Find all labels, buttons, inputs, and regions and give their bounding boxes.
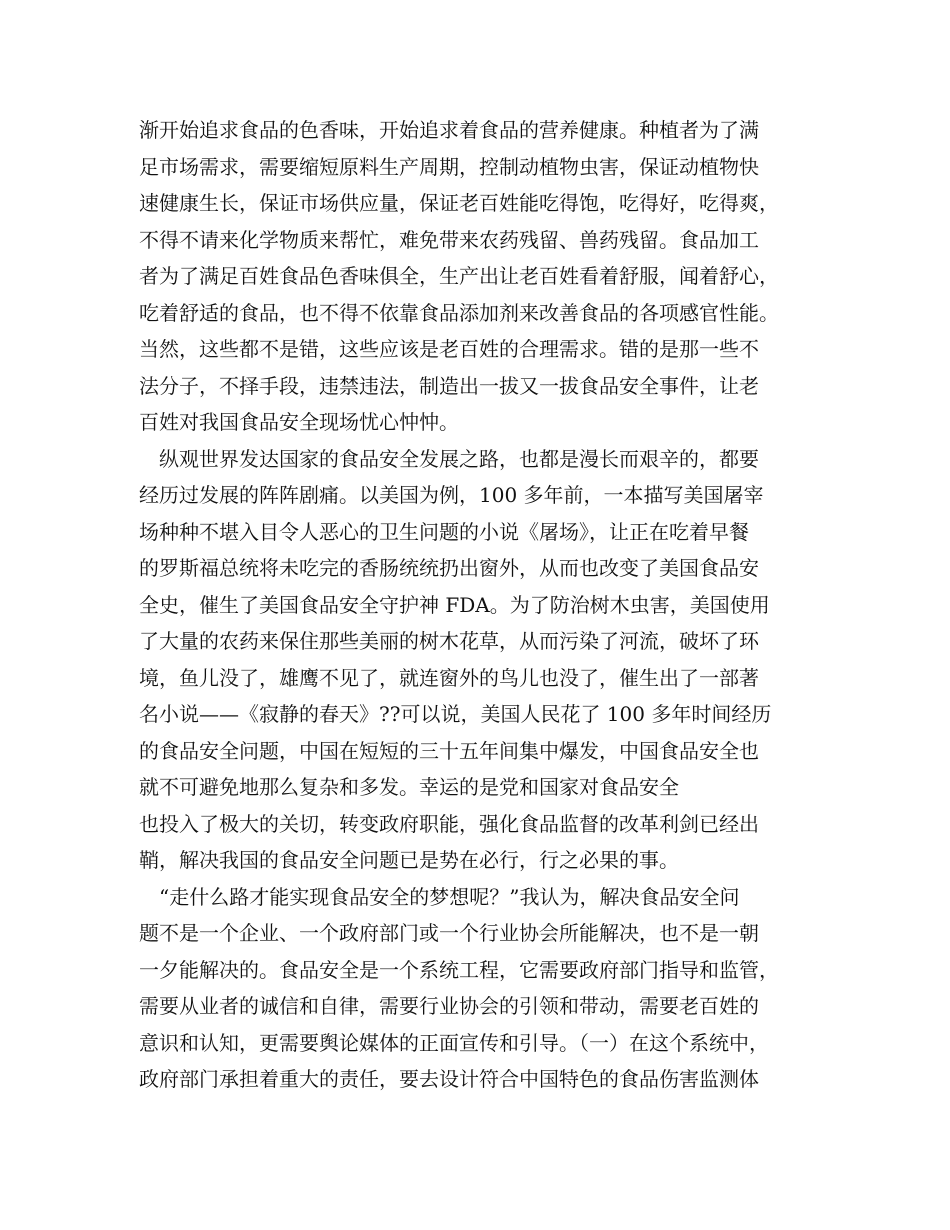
text-line: 名小说——《寂静的春天》??可以说，美国人民花了 100 多年时间经历 [139, 702, 772, 726]
text-line: 境，鱼儿没了，雄鹰不见了，就连窗外的鸟儿也没了，催生出了一部著 [139, 665, 759, 690]
text-line: 渐开始追求食品的色香味，开始追求着食品的营养健康。种植者为了满 [139, 118, 759, 142]
paragraph-start-line: 纵观世界发达国家的食品安全发展之路，也都是漫长而艰辛的，都要 [159, 446, 759, 471]
text-line: 意识和认知，更需要舆论媒体的正面宣传和引导。（一）在这个系统中， [139, 1030, 769, 1055]
text-line: 场种种不堪入目令人恶心的卫生问题的小说《屠场》，让正在吃着早餐 [139, 519, 749, 544]
text-line: 也投入了极大的关切，转变政府职能，强化食品监督的改革利剑已经出 [139, 811, 759, 836]
text-line: 吃着舒适的食品，也不得不依靠食品添加剂来改善食品的各项感官性能。 [139, 300, 779, 325]
text-line: 全史，催生了美国食品安全守护神 FDA。为了防治树木虫害，美国使用 [139, 592, 770, 617]
text-line: 者为了满足百姓食品色香味俱全，生产出让老百姓看着舒服，闻着舒心， [139, 264, 779, 288]
text-line: 了大量的农药来保住那些美丽的树木花草，从而污染了河流，破坏了环 [139, 629, 759, 653]
text-line: 百姓对我国食品安全现场忧心忡忡。 [139, 410, 459, 434]
body-text [139, 112, 829, 1098]
text-line: 需要从业者的诚信和自律，需要行业协会的引领和带动，需要老百姓的 [139, 994, 759, 1018]
text-line: 鞘，解决我国的食品安全问题已是势在必行，行之必果的事。 [139, 848, 679, 872]
text-line: 足市场需求，需要缩短原料生产周期，控制动植物虫害，保证动植物快 [139, 154, 759, 179]
text-line: 不得不请来化学物质来帮忙，难免带来农药残留、兽药残留。食品加工 [139, 227, 759, 252]
text-line: 题不是一个企业、一个政府部门或一个行业协会所能解决，也不是一朝 [139, 921, 759, 945]
text-line: 的食品安全问题，中国在短短的三十五年间集中爆发，中国食品安全也 [139, 738, 759, 763]
text-line: 速健康生长，保证市场供应量，保证老百姓能吃得饱，吃得好，吃得爽， [139, 191, 779, 215]
text-line: 当然，这些都不是错，这些应该是老百姓的合理需求。错的是那一些不 [139, 337, 759, 361]
text-line: 法分子，不择手段，违禁违法，制造出一拔又一拔食品安全事件，让老 [139, 373, 759, 398]
text-line: 的罗斯福总统将未吃完的香肠统统扔出窗外，从而也改变了美国食品安 [139, 556, 759, 580]
text-line: 政府部门承担着重大的责任，要去设计符合中国特色的食品伤害监测体 [139, 1067, 759, 1091]
paragraph-start-line: “走什么路才能实现食品安全的梦想呢？”我认为，解决食品安全问 [159, 884, 740, 909]
text-line: 就不可避免地那么复杂和多发。幸运的是党和国家对食品安全 [139, 775, 679, 799]
text-line: 一夕能解决的。食品安全是一个系统工程，它需要政府部门指导和监管， [139, 957, 779, 982]
text-line: 经历过发展的阵阵剧痛。以美国为例，100 多年前，一本描写美国屠宰 [139, 483, 764, 507]
